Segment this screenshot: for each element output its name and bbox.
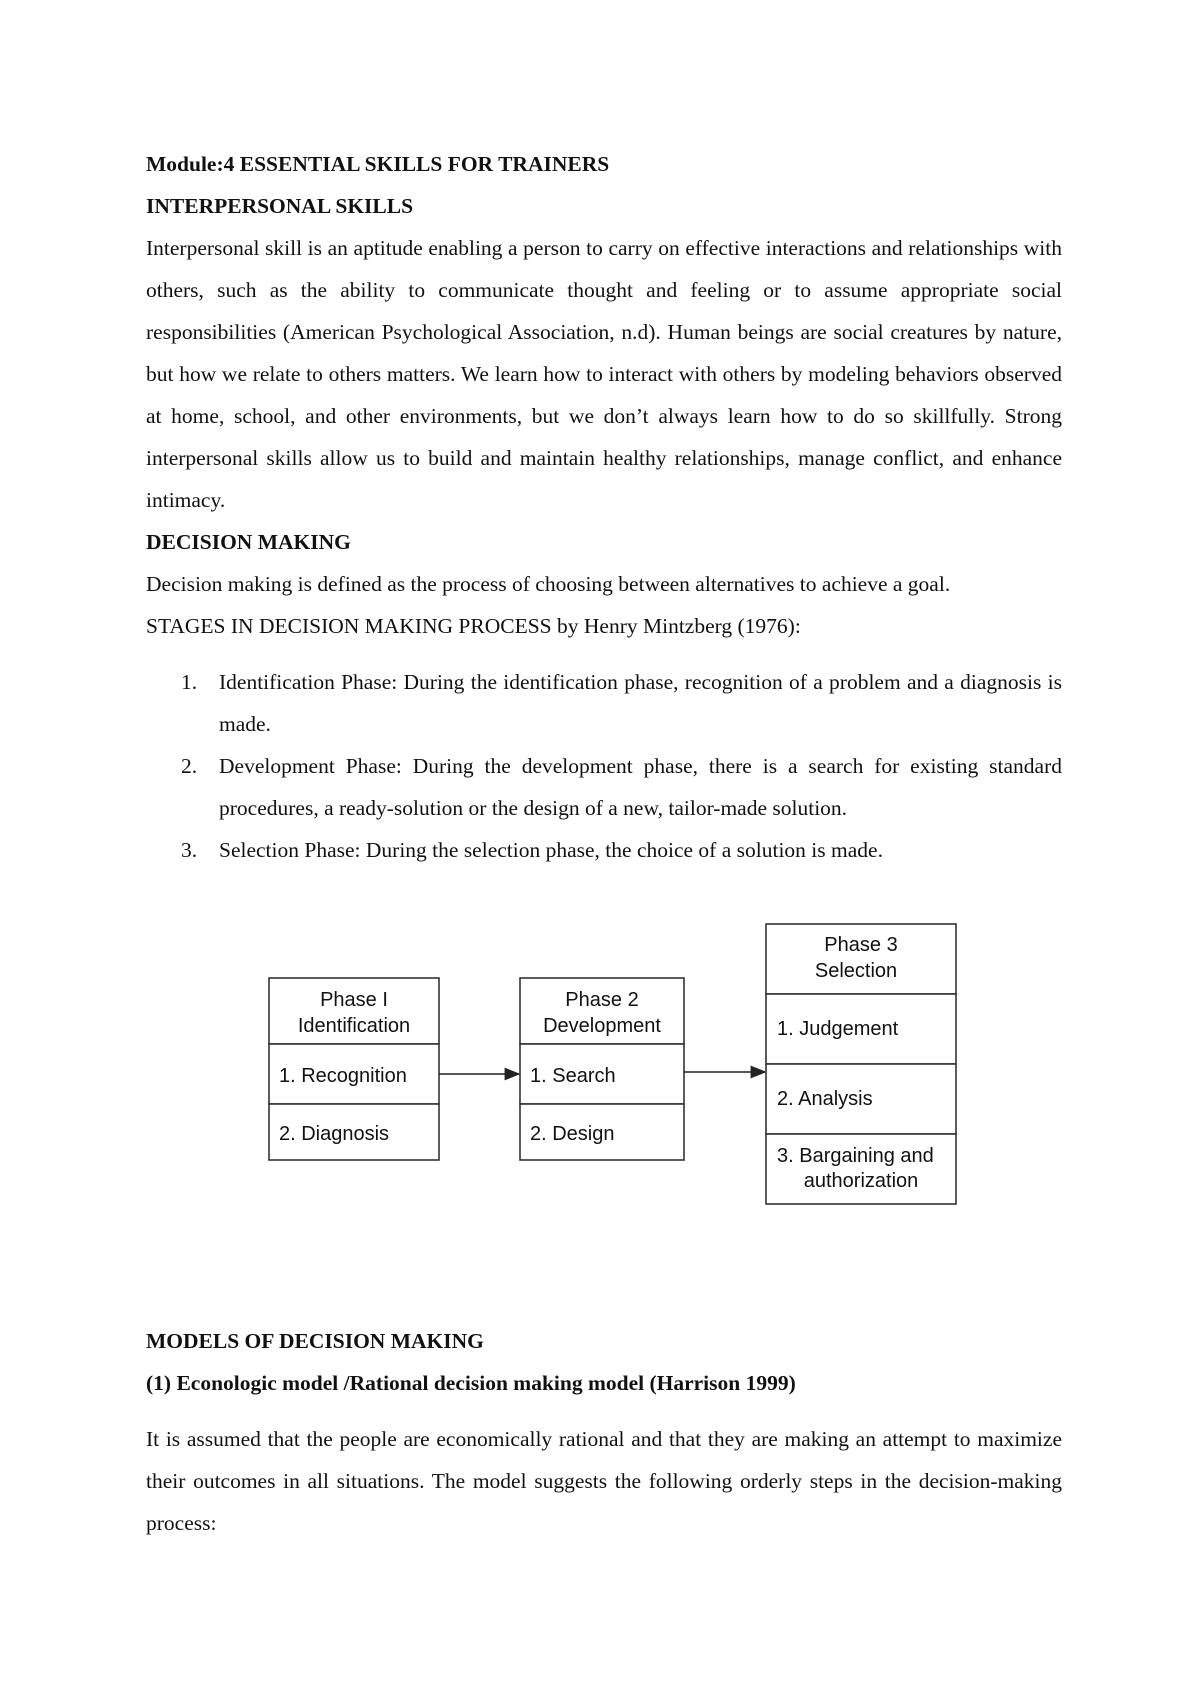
phase3-item1: 1. Judgement [777, 1018, 899, 1040]
stage-text: Identification Phase: During the identification phase, recognition of a problem and a diagnosis is made. [219, 670, 1062, 736]
stage-text: Selection Phase: During the selection phase, the choice of a solution is made. [219, 838, 883, 862]
stage-number: 1. [181, 670, 198, 694]
phase1-box [269, 978, 439, 1160]
phase3-title-line1: Phase 3 [824, 934, 898, 956]
interpersonal-heading: INTERPERSONAL SKILLS [146, 194, 414, 218]
phase3-item2: 2. Analysis [777, 1088, 873, 1110]
decision-definition: Decision making is defined as the process of choosing between alternatives to achieve a goal. [146, 572, 951, 596]
models-paragraph: It is assumed that the people are economically rational and that they are making an attempt to maximize their outcomes in all situations. The model suggests the following orderly steps in the decision-making process: [146, 1427, 1062, 1535]
stage-item [146, 745, 1062, 829]
stage-number: 3. [181, 838, 198, 862]
stage-item [146, 661, 1062, 745]
decision-making-heading: DECISION MAKING [146, 530, 351, 554]
stages-title: STAGES IN DECISION MAKING PROCESS by Henry Mintzberg (1976): [146, 614, 801, 638]
stage-text: Development Phase: During the development phase, there is a search for existing standard procedures, a ready-solution or the design of a new, tailor-made solution. [219, 754, 1062, 820]
models-heading: MODELS OF DECISION MAKING [146, 1329, 484, 1353]
upper-section [146, 143, 1062, 871]
models-subheading: (1) Econologic model /Rational decision making model (Harrison 1999) [146, 1371, 796, 1395]
phase1-item2: 2. Diagnosis [279, 1123, 390, 1145]
phase2-title-line2: Development [543, 1015, 661, 1037]
phase1-title-line1: Phase I [320, 989, 388, 1011]
phase3-item3-line2: authorization [803, 1170, 919, 1192]
phase2-item2: 2. Design [530, 1123, 615, 1145]
phase3-item3-line1: 3. Bargaining and [777, 1145, 934, 1167]
module-title: Module:4 ESSENTIAL SKILLS FOR TRAINERS [146, 152, 610, 176]
phase1-title-line2: Identification [297, 1015, 411, 1037]
phase2-item1: 1. Search [530, 1065, 616, 1087]
models-section [146, 1320, 1062, 1544]
phase2-title-line1: Phase 2 [565, 989, 639, 1011]
phase1-item1: 1. Recognition [279, 1065, 407, 1087]
stages-list [146, 661, 1062, 871]
stage-item [146, 829, 1062, 871]
phase3-box [766, 924, 956, 1204]
decision-phases-diagram [268, 922, 968, 1207]
phase2-box [520, 978, 684, 1160]
interpersonal-paragraph: Interpersonal skill is an aptitude enabling a person to carry on effective interactions and relationships with others, such as the ability to communicate thought and feeling or to assume appropriate social responsibilities (American Psychological Association, n.d). Human beings are social creatures by nature, but how we relate to others matters. We learn how to interact with others by modeling behaviors observed at home, school, and other environments, but we don’t always learn how to do so skillfully. Strong interpersonal skills allow us to build and maintain healthy relationships, manage conflict, and enhance intimacy. [146, 236, 1062, 512]
stage-number: 2. [181, 754, 198, 778]
phase3-title-line2: Selection [814, 960, 898, 982]
